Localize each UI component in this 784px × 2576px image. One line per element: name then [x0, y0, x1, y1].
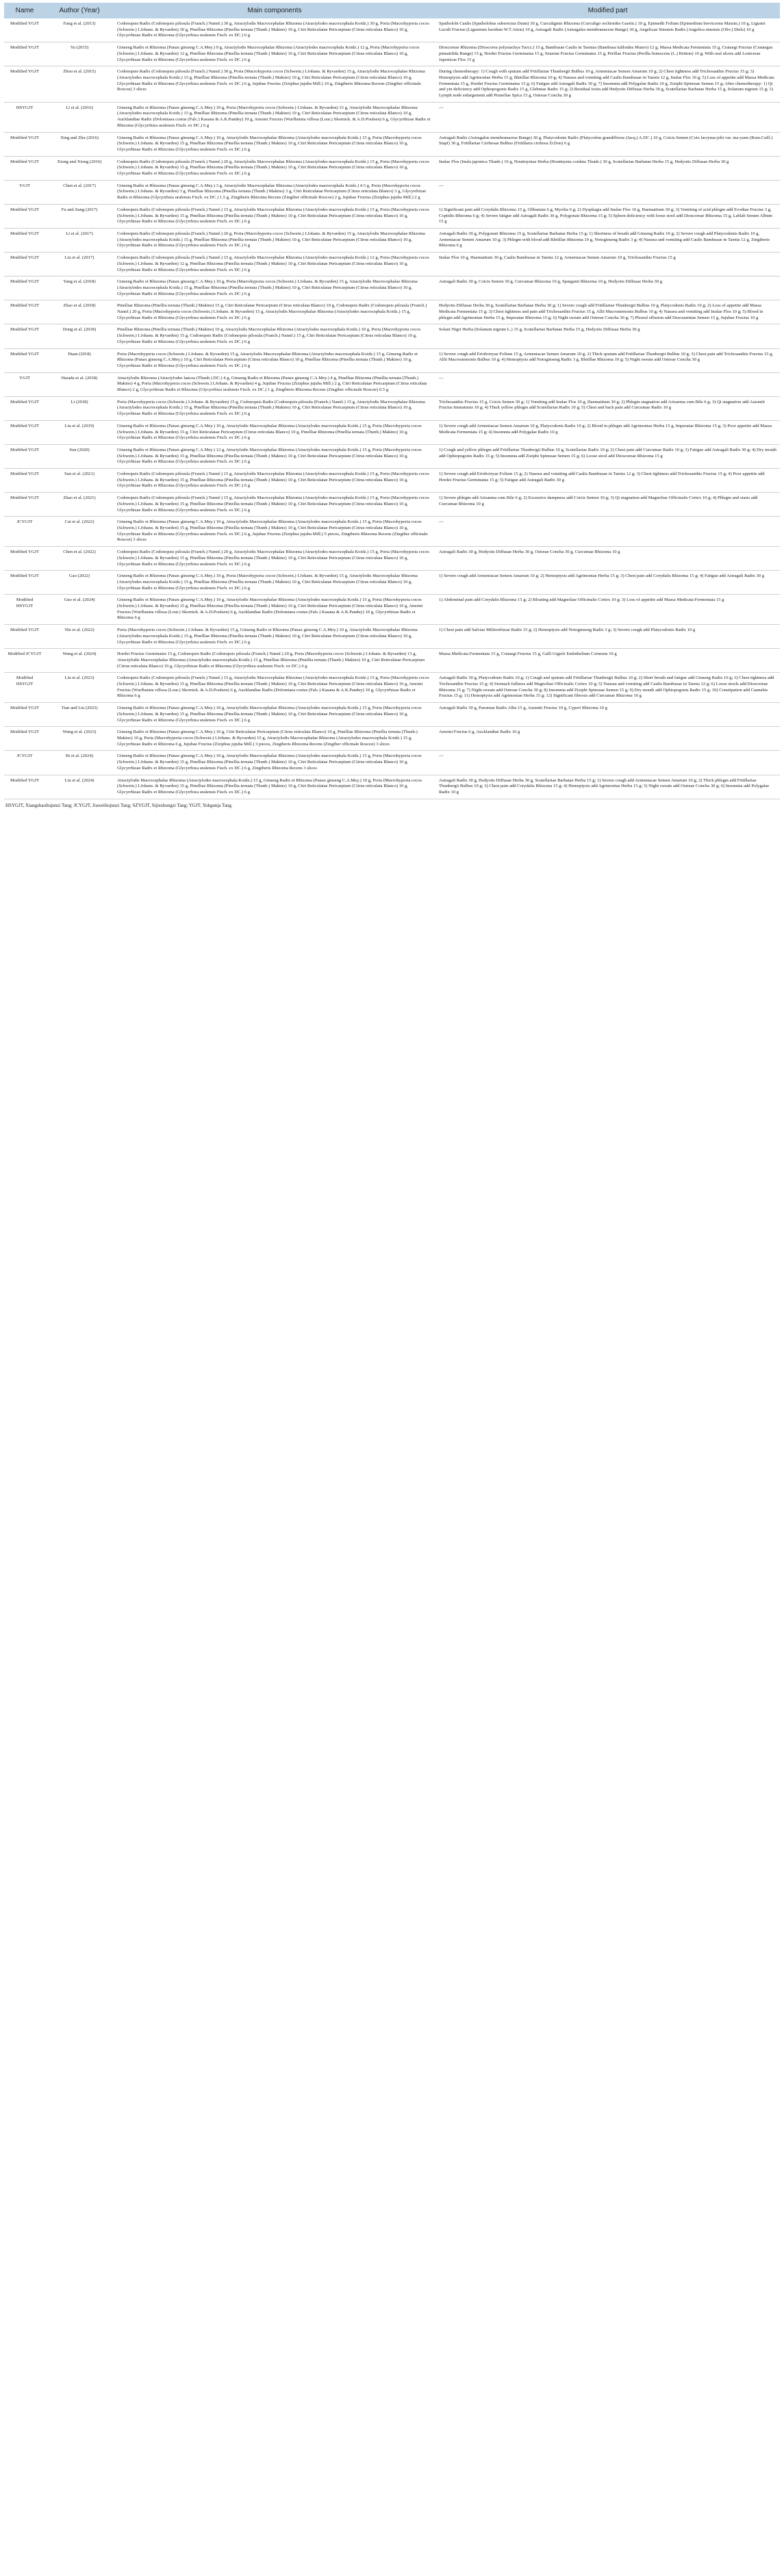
table-row — [4, 18, 780, 42]
cell-main-components: Codonopsis Radix (Codonopsis pilosula (Franch.) Nannf.) 20 g, Poria (Macrohyporia cocos (Schwein.) I.Johans. & Ryvarden) 15 g, Atractylodis Macrocephalae Rhizoma (Atractylodes macrocephala Koidz.) 15 g, Pinelliae Rhizoma (Pinellia ternata (Thunb.) Makino) 10 g, Citri Reticulatae Pericarpium (Citrus reticulata Blanco) 10 g, Glycyrrhizae Radix et Rhizoma (Glycyrrhiza uralensis Fisch. ex DC.) 6 g — [114, 228, 435, 252]
cell-name: Modified YGJT — [4, 66, 45, 103]
cell-author-year: Tian and Liu (2023) — [45, 703, 114, 727]
cell-author-year: Yang et al. (2018) — [45, 276, 114, 300]
table-row — [4, 571, 780, 595]
cell-name: Modified YGJT — [4, 493, 45, 517]
cell-author-year: Li et al. (2017) — [45, 228, 114, 252]
cell-author-year: Xing and Zhu (2016) — [45, 132, 114, 156]
cell-main-components: Codonopsis Radix (Codonopsis pilosula (Franch.) Nannf.) 15 g, Atractylodis Macrocephalae Rhizoma (Atractylodes macrocephala Koidz.) 15 g, Poria (Macrohyporia cocos (Schwein.) I.Johans. & Ryvarden) 15 g, Pinelliae Rhizoma (Pinellia ternata (Thunb.) Makino) 10 g, Citri Reticulatae Pericarpium (Citrus reticulata Blanco) 10 g, Glycyrrhizae Radix et Rhizoma (Glycyrrhiza uralensis Fisch. ex DC.) 6 g — [114, 469, 435, 493]
cell-name: Modified YGJT — [4, 204, 45, 228]
cell-modified-part: 1) Chest pain add Salviae Miltiorrhizae Radix 15 g; 2) Hemoptysis add Notoginseng Radix 3 g; 3) Severe cough add Platycodonis Radix 10 g — [435, 625, 780, 649]
cell-name: Modified YGJT — [4, 571, 45, 595]
cell-author-year: Li et al. (2016) — [45, 102, 114, 132]
cell-name: JCYGJT — [4, 751, 45, 775]
cell-name: Modified YGJT — [4, 300, 45, 324]
cell-main-components: Poria (Macrohyporia cocos (Schwein.) I.Johans. & Ryvarden) 15 g, Codonopsis Radix (Codonopsis pilosula (Franch.) Nannf.) 15 g, Atractylodis Macrocephalae Rhizoma (Atractylodes macrocephala Koidz.) 15 g, Pinelliae Rhizoma (Pinellia ternata (Thunb.) Makino) 10 g, Citri Reticulatae Pericarpium (Citrus reticulata Blanco) 10 g, Glycyrrhizae Radix et Rhizoma (Glycyrrhiza uralensis Fisch. ex DC.) 6 g — [114, 396, 435, 420]
cell-name: Modified YGJT — [4, 156, 45, 180]
cell-name: Modified YGJT — [4, 420, 45, 444]
cell-main-components: Ginseng Radix et Rhizoma (Panax ginseng C.A.Mey.) 3 g, Atractylodis Macrocephalae Rhizoma (Atractylodes macrocephala Koidz.) 4.5 g, Poria (Macrohyporia cocos (Schwein.) I.Johans. & Ryvarden) 3 g, Pinelliae Rhizoma (Pinellia ternata (Thunb.) Makino) 3 g, Citri Reticulatae Pericarpium (Citrus reticulata Blanco) 3 g, Glycyrrhizae Radix et Rhizoma (Glycyrrhiza uralensis Fisch. ex DC.) 1.5 g, Zingiberis Rhizoma Recens (Zingiber officinale Roscoe) 2 g, Jujubae Fructus (Ziziphus jujuba Mill.) 2 g — [114, 180, 435, 204]
cell-modified-part: 1) Cough and yellow phlegm add Fritillariae Thunbergii Bulbus 10 g, Scutellariae Radix 10 g; 2) Chest pain add Curcumae Radix 10 g; 3) Fatigue add Astragali Radix 30 g; 4) Dry mouth add Ophiopogonis Radix 15 g; 5) Insomnia add Ziziphi Spinosae Semen 15 g; 6) Loose stool add Dioscoreae Rhizoma 15 g — [435, 444, 780, 468]
cell-modified-part: Astragali Radix 30 g, Polygonati Rhizoma 15 g, Scutellariae Barbatae Herba 15 g; 1) Shortness of breath add Ginseng Radix 10 g; 2) Severe cough add Platycodonis Radix 10 g, Armeniacae Semen Amarum 10 g; 3) Phlegm with blood add Bletillae Rhizoma 10 g, Notoginseng Radix 3 g; 4) Nausea and vomiting add Caulis Bambusae in Taenia 12 g, Zingiberis Rhizoma 6 g — [435, 228, 780, 252]
cell-main-components: Codonopsis Radix (Codonopsis pilosula (Franch.) Nannf.) 20 g, Atractylodis Macrocephalae Rhizoma (Atractylodes macrocephala Koidz.) 15 g, Poria (Macrohyporia cocos (Schwein.) I.Johans. & Ryvarden) 15 g, Pinelliae Rhizoma (Pinellia ternata (Thunb.) Makino) 10 g, Citri Reticulatae Pericarpium (Citrus reticulata Blanco) 10 g, Glycyrrhizae Radix et Rhizoma (Glycyrrhiza uralensis Fisch. ex DC.) 6 g — [114, 156, 435, 180]
cell-author-year: Fu and Jiang (2017) — [45, 204, 114, 228]
cell-modified-part: Dioscoreae Rhizoma (Dioscorea polystachya Turcz.) 15 g, Bambusae Caulis in Taenias (Bambusa tuldoides Munro) 12 g, Massa Medicata Fermentata 15 g, Crataegi Fructus (Crataegus pinnatifida Bunge) 15 g, Hordei Fructus Germinatus 15 g, Setariae Fructus Germinatus 15 g, Perillae Fructus (Perilla frutescens (L.) Britton) 10 g; With oral ulcers add Lonicerae Japonicae Flos 15 g — [435, 42, 780, 66]
cell-name: Modified HSYGJT — [4, 673, 45, 703]
cell-name: JCYGJT — [4, 517, 45, 547]
cell-main-components: Ginseng Radix et Rhizoma (Panax ginseng C.A.Mey.) 10 g, Poria (Macrohyporia cocos (Schwein.) I.Johans. & Ryvarden) 15 g, Atractylodis Macrocephalae Rhizoma (Atractylodes macrocephala Koidz.) 15 g, Pinelliae Rhizoma (Pinellia ternata (Thunb.) Makino) 10 g, Citri Reticulatae Pericarpium (Citrus reticulata Blanco) 10 g, Glycyrrhizae Radix et Rhizoma (Glycyrrhiza uralensis Fisch. ex DC.) 6 g — [114, 276, 435, 300]
cell-modified-part: 1) Severe phlegm add Arisaema cum Bile 6 g; 2) Excessive dampness add Coicis Semen 30 g; 3) Qi stagnation add Magnoliae Officinalis Cortex 10 g; 4) Phlegm and stasis add Curcumae Rhizoma 10 g — [435, 493, 780, 517]
cell-main-components: Ginseng Radix et Rhizoma (Panax ginseng C.A.Mey.) 10 g, Atractylodis Macrocephalae Rhizoma (Atractylodes macrocephala Koidz.) 15 g, Poria (Macrohyporia cocos (Schwein.) I.Johans. & Ryvarden) 15 g, Pinelliae Rhizoma (Pinellia ternata (Thunb.) Makino) 10 g, Citri Reticulatae Pericarpium (Citrus reticulata Blanco) 10 g, Glycyrrhizae Radix et Rhizoma (Glycyrrhiza uralensis Fisch. ex DC.) 6 g, Jujubae Fructus (Ziziphus jujuba Mill.) 5 pieces, Zingiberis Rhizoma Recens (Zingiber officinale Roscoe) 3 slices — [114, 517, 435, 547]
cell-author-year: Dong et al. (2018) — [45, 324, 114, 348]
cell-author-year: Zhao et al. (2021) — [45, 493, 114, 517]
cell-modified-part: — — [435, 180, 780, 204]
table-row — [4, 649, 780, 673]
cell-main-components: Pinelliae Rhizoma (Pinellia ternata (Thunb.) Makino) 10 g, Atractylodis Macrocephalae Rhizoma (Atractylodes macrocephala Koidz.) 10 g, Poria (Macrohyporia cocos (Schwein.) I.Johans. & Ryvarden) 15 g, Codonopsis Radix (Codonopsis pilosula (Franch.) Nannf.) 15 g, Citri Reticulatae Pericarpium (Citrus reticulata Blanco) 10 g, Glycyrrhizae Radix et Rhizoma (Glycyrrhiza uralensis Fisch. ex DC.) 6 g — [114, 324, 435, 348]
cell-modified-part: 1) Severe cough add Armeniacae Semen Amarum 10 g; 2) Hemoptysis add Agrimoniae Herba 15 g; 3) Chest pain add Corydalis Rhizoma 15 g; 4) Fatigue add Astragali Radix 30 g — [435, 571, 780, 595]
table-row — [4, 348, 780, 372]
cell-modified-part: Astragali Radix 30 g, Hedyotis Diffusae Herba 30 g, Scutellariae Barbatae Herba 15 g; 1) Severe cough add Armeniacae Semen Amarum 10 g; 2) Thick phlegm add Fritillariae Thunbergii Bulbus 10 g; 3) Chest pain add Corydalis Rhizoma 15 g; 4) Hemoptysis add Agrimoniae Herba 15 g; 5) Night sweats add Ostreae Concha 30 g; 6) Insomnia add Polygalae Radix 10 g — [435, 775, 780, 799]
cell-main-components: Hordei Fructus Germinatus 15 g, Codonopsis Radix (Codonopsis pilosula (Franch.) Nannf.) 20 g, Poria (Macrohyporia cocos (Schwein.) I.Johans. & Ryvarden) 15 g, Atractylodis Macrocephalae Rhizoma (Atractylodes macrocephala Koidz.) 15 g, Pinelliae Rhizoma (Pinellia ternata (Thunb.) Makino) 10 g, Citri Reticulatae Pericarpium (Citrus reticulata Blanco) 10 g, Glycyrrhizae Radix et Rhizoma (Glycyrrhiza uralensis Fisch. ex DC.) 6 g — [114, 649, 435, 673]
cell-author-year: Harada et al. (2018) — [45, 372, 114, 396]
cell-modified-part: — — [435, 372, 780, 396]
cell-author-year: Zhou et al. (2015) — [45, 66, 114, 103]
cell-name: HSYGJT — [4, 102, 45, 132]
cell-modified-part: Hedyotis Diffusae Herba 30 g, Scutellariae Barbatae Herba 30 g; 1) Severe cough add Fritillariae Thunbergii Bulbus 10 g, Platycodonis Radix 10 g; 2) Loss of appetite add Massa Medicata Fermentata 15 g; 3) Chest tightness and pain add Trichosanthis Fructus 15 g, Allii Macrostemonis Bulbus 10 g; 4) Nausea and vomiting add Inulae Flos 10 g; 5) Blood in phlegm add Agrimoniae Herba 15 g, Imperatae Rhizoma 15 g; 6) Night sweats add Ostreae Concha 30 g; 7) Pleural effusion add Descurainiae Semen 15 g, Jujubae Fructus 10 g — [435, 300, 780, 324]
cell-name: YGJT — [4, 180, 45, 204]
table-row — [4, 673, 780, 703]
table-row — [4, 727, 780, 751]
cell-modified-part: Astragali Radix 30 g, Paeoniae Radix Alba 15 g, Aurantii Fructus 10 g, Cyperi Rhizoma 10 g — [435, 703, 780, 727]
cell-author-year: Zhao et al. (2018) — [45, 300, 114, 324]
table-row — [4, 444, 780, 468]
cell-author-year: Wang et al. (2023) — [45, 727, 114, 751]
cell-author-year: Liu et al. (2017) — [45, 253, 114, 276]
cell-main-components: Ginseng Radix et Rhizoma (Panax ginseng C.A.Mey.) 10 g, Atractylodis Macrocephalae Rhizoma (Atractylodes macrocephala Koidz.) 15 g, Poria (Macrohyporia cocos (Schwein.) I.Johans. & Ryvarden) 15 g, Pinelliae Rhizoma (Pinellia ternata (Thunb.) Makino) 10 g, Citri Reticulatae Pericarpium (Citrus reticulata Blanco) 10 g, Amomi Fructus (Wurfbainia villosa (Lour.) Skornick. & A.D.Poulsen) 6 g, Aucklandiae Radix (Dolomiaea costus (Falc.) Kasana & A.K.Pandey) 10 g, Glycyrrhizae Radix et Rhizoma 6 g — [114, 595, 435, 625]
cell-modified-part: Amomi Fructus 6 g, Aucklandiae Radix 10 g — [435, 727, 780, 751]
cell-author-year: Sun (2020) — [45, 444, 114, 468]
cell-main-components: Poria (Macrohyporia cocos (Schwein.) I.Johans. & Ryvarden) 15 g, Atractylodis Macrocephalae Rhizoma (Atractylodes macrocephala Koidz.) 15 g, Ginseng Radix et Rhizoma (Panax ginseng C.A.Mey.) 10 g, Citri Reticulatae Pericarpium (Citrus reticulata Blanco) 10 g, Pinelliae Rhizoma (Pinellia ternata (Thunb.) Makino) 10 g, Glycyrrhizae Radix et Rhizoma (Glycyrrhiza uralensis Fisch. ex DC.) 6 g — [114, 348, 435, 372]
table-header — [4, 3, 780, 18]
header-name: Name — [4, 3, 45, 18]
header-author-year: Author (Year) — [45, 3, 114, 18]
cell-main-components: Ginseng Radix et Rhizoma (Panax ginseng C.A.Mey.) 10 g, Atractylodis Macrocephalae Rhizoma (Atractylodes macrocephala Koidz.) 15 g, Poria (Macrohyporia cocos (Schwein.) I.Johans. & Ryvarden) 15 g, Pinelliae Rhizoma (Pinellia ternata (Thunb.) Makino) 10 g, Citri Reticulatae Pericarpium (Citrus reticulata Blanco) 10 g, Glycyrrhizae Radix et Rhizoma (Glycyrrhiza uralensis Fisch. ex DC.) 6 g — [114, 132, 435, 156]
herbal-formula-table — [4, 3, 780, 799]
table-row — [4, 372, 780, 396]
cell-author-year: Wang et al. (2024) — [45, 649, 114, 673]
cell-main-components: Codonopsis Radix (Codonopsis pilosula (Franch.) Nannf.) 15 g, Atractylodis Macrocephalae Rhizoma (Atractylodes macrocephala Koidz.) 15 g, Poria (Macrohyporia cocos (Schwein.) I.Johans. & Ryvarden) 15 g, Pinelliae Rhizoma (Pinellia ternata (Thunb.) Makino) 10 g, Citri Reticulatae Pericarpium (Citrus reticulata Blanco) 10 g, Amomi Fructus (Wurfbainia villosa (Lour.) Skornick. & A.D.Poulsen) 6 g, Aucklandiae Radix (Dolomiaea costus (Falc.) Kasana & A.K.Pandey) 10 g, Glycyrrhizae Radix et Rhizoma 6 g — [114, 673, 435, 703]
cell-name: Modified HSYGJT — [4, 595, 45, 625]
cell-modified-part: Trichosanthis Fructus 15 g, Coicis Semen 30 g; 1) Vomiting add Inulae Flos 10 g, Haematitum 30 g; 2) Phlegm stagnation add Arisaema cum Bile 6 g; 3) Qi stagnation add Aurantii Fructus Immaturus 10 g; 4) Thick yellow phlegm add Scutellariae Radix 10 g; 5) Chest and back pain add Curcumae Radix 10 g — [435, 396, 780, 420]
cell-author-year: Liu et al. (2019) — [45, 420, 114, 444]
table-row — [4, 324, 780, 348]
cell-modified-part: 1) Abdominal pain add Corydalis Rhizoma 15 g; 2) Bloating add Magnoliae Officinalis Cortex 10 g; 3) Loss of appetite add Massa Medicata Fermentata 15 g — [435, 595, 780, 625]
table-row — [4, 66, 780, 103]
cell-author-year: Chen et al. (2017) — [45, 180, 114, 204]
cell-main-components: Ginseng Radix et Rhizoma (Panax ginseng C.A.Mey.) 10 g, Atractylodis Macrocephalae Rhizoma (Atractylodes macrocephala Koidz.) 15 g, Poria (Macrohyporia cocos (Schwein.) I.Johans. & Ryvarden) 15 g, Pinelliae Rhizoma (Pinellia ternata (Thunb.) Makino) 10 g, Citri Reticulatae Pericarpium (Citrus reticulata Blanco) 10 g, Glycyrrhizae Radix et Rhizoma (Glycyrrhiza uralensis Fisch. ex DC.) 6 g — [114, 703, 435, 727]
cell-name: Modified YGJT — [4, 469, 45, 493]
cell-main-components: Ginseng Radix et Rhizoma (Panax ginseng C.A.Mey.) 10 g, Citri Reticulatae Pericarpium (Citrus reticulata Blanco) 10 g, Pinelliae Rhizoma (Pinellia ternata (Thunb.) Makino) 10 g, Poria (Macrohyporia cocos (Schwein.) I.Johans. & Ryvarden) 15 g, Atractylodis Macrocephalae Rhizoma (Atractylodes macrocephala Koidz.) 15 g, Glycyrrhizae Radix et Rhizoma 6 g, Jujubae Fructus (Ziziphus jujuba Mill.) 3 pieces, Zingiberis Rhizoma Recens (Zingiber officinale Roscoe) 3 slices — [114, 727, 435, 751]
cell-author-year: Sun et al. (2021) — [45, 469, 114, 493]
cell-main-components: Atractylodis Macrocephalae Rhizoma (Atractylodes macrocephala Koidz.) 15 g, Ginseng Radix et Rhizoma (Panax ginseng C.A.Mey.) 10 g, Poria (Macrohyporia cocos (Schwein.) I.Johans. & Ryvarden) 15 g, Pinelliae Rhizoma (Pinellia ternata (Thunb.) Makino) 10 g, Citri Reticulatae Pericarpium (Citrus reticulata Blanco) 10 g, Glycyrrhizae Radix et Rhizoma (Glycyrrhiza uralensis Fisch. ex DC.) 6 g — [114, 775, 435, 799]
header-modified-part: Modified part — [435, 3, 780, 18]
cell-author-year: Xiong and Xiong (2016) — [45, 156, 114, 180]
cell-modified-part: During chemotherapy: 1) Cough with sputum add Fritillariae Thunbergii Bulbus 10 g, Armeniacae Semen Amarum 10 g; 2) Chest tightness add Trichosanthis Fructus 15 g; 3) Hemoptysis add Agrimoniae Herba 15 g, Bletillae Rhizoma 10 g; 4) Nausea and vomiting add Caulis Bambusae in Taenia 12 g, Inulae Flos 10 g; 5) Loss of appetite add Massa Medicata Fermentata 15 g, Hordei Fructus Germinatus 15 g; 6) Fatigue add Astragali Radix 30 g; 7) Insomnia add Polygalae Radix 10 g, Ziziphi Spinosae Semen 15 g; After chemotherapy: 1) Qi and yin deficiency add Ophiopogonis Radix 15 g, Glehniae Radix 15 g; 2) Residual toxin add Hedyotis Diffusae Herba 30 g, Scutellariae Barbatae Herba 15 g, Solanum nigrum 15 g; 3) Lymph node enlargement add Prunellae Spica 15 g, Ostreae Concha 30 g — [435, 66, 780, 103]
cell-main-components: Ginseng Radix et Rhizoma (Panax ginseng C.A.Mey.) 10 g, Atractylodis Macrocephalae Rhizoma (Atractylodes macrocephala Koidz.) 15 g, Poria (Macrohyporia cocos (Schwein.) I.Johans. & Ryvarden) 15 g, Citri Reticulatae Pericarpium (Citrus reticulata Blanco) 10 g, Pinelliae Rhizoma (Pinellia ternata (Thunb.) Makino) 10 g, Glycyrrhizae Radix et Rhizoma (Glycyrrhiza uralensis Fisch. ex DC.) 6 g — [114, 420, 435, 444]
cell-main-components: Codonopsis Radix (Codonopsis pilosula (Franch.) Nannf.) 15 g, Atractylodis Macrocephalae Rhizoma (Atractylodes macrocephala Koidz.) 15 g, Poria (Macrohyporia cocos (Schwein.) I.Johans. & Ryvarden) 15 g, Pinelliae Rhizoma (Pinellia ternata (Thunb.) Makino) 10 g, Citri Reticulatae Pericarpium (Citrus reticulata Blanco) 10 g, Glycyrrhizae Radix et Rhizoma (Glycyrrhiza uralensis Fisch. ex DC.) 6 g — [114, 204, 435, 228]
cell-name: Modified JCYGJT — [4, 649, 45, 673]
cell-modified-part: Inulae Flos 10 g, Haematitum 30 g, Caulis Bambusae in Taenia 12 g, Armeniacae Semen Amarum 10 g, Trichosanthis Fructus 15 g — [435, 253, 780, 276]
cell-name: Modified YGJT — [4, 444, 45, 468]
table-row — [4, 396, 780, 420]
cell-name: Modified YGJT — [4, 228, 45, 252]
cell-main-components: Codonopsis Radix (Codonopsis pilosula (Franch.) Nannf.) 15 g, Atractylodis Macrocephalae Rhizoma (Atractylodes macrocephala Koidz.) 15 g, Poria (Macrohyporia cocos (Schwein.) I.Johans. & Ryvarden) 15 g, Pinelliae Rhizoma (Pinellia ternata (Thunb.) Makino) 10 g, Citri Reticulatae Pericarpium (Citrus reticulata Blanco) 10 g, Glycyrrhizae Radix et Rhizoma (Glycyrrhiza uralensis Fisch. ex DC.) 6 g — [114, 493, 435, 517]
table-row — [4, 132, 780, 156]
cell-modified-part: Spatholobi Caulis (Spatholobus suberectus Dunn) 30 g, Curculiginis Rhizoma (Curculigo orchioides Gaertn.) 10 g, Epimedii Folium (Epimedium brevicornu Maxim.) 10 g, Ligustri Lucidi Fructus (Ligustrum lucidum W.T.Aiton) 10 g, Astragali Radix (Astragalus membranaceus Bunge) 30 g, Angelicae Sinensis Radix (Angelica sinensis (Oliv.) Diels) 10 g — [435, 18, 780, 42]
document — [0, 0, 784, 808]
cell-name: Modified YGJT — [4, 625, 45, 649]
cell-author-year: Bi et al. (2024) — [45, 751, 114, 775]
table-row — [4, 703, 780, 727]
cell-modified-part: 1) Severe cough add Armeniacae Semen Amarum 10 g, Platycodonis Radix 10 g; 2) Blood in phlegm add Agrimoniae Herba 15 g, Imperatae Rhizoma 15 g; 3) Poor appetite add Massa Medicata Fermentata 15 g; 4) Insomnia add Polygalae Radix 10 g — [435, 420, 780, 444]
cell-modified-part: 1) Severe cough add Eriobotryae Folium 15 g, Armeniacae Semen Amarum 10 g; 2) Thick sputum add Fritillariae Thunbergii Bulbus 10 g; 3) Chest pain add Trichosanthis Fructus 15 g, Allii Macrostemonis Bulbus 10 g; 4) Hemoptysis add Notoginseng Radix 3 g, Bletillae Rhizoma 10 g; 5) Night sweats add Ostreae Concha 30 g — [435, 348, 780, 372]
table-row — [4, 751, 780, 775]
cell-name: Modified YGJT — [4, 324, 45, 348]
cell-main-components: Codonopsis Radix (Codonopsis pilosula (Franch.) Nannf.) 30 g, Atractylodis Macrocephalae Rhizoma (Atractylodes macrocephala Koidz.) 30 g, Poria (Macrohyporia cocos (Schwein.) I.Johans. & Ryvarden) 30 g, Pinelliae Rhizoma (Pinellia ternata (Thunb.) Makino) 10 g, Citri Reticulatae Pericarpium (Citrus reticulata Blanco) 10 g, Glycyrrhizae Radix et Rhizoma (Glycyrrhiza uralensis Fisch. ex DC.) 6 g — [114, 18, 435, 42]
cell-name: Modified YGJT — [4, 727, 45, 751]
cell-modified-part: — — [435, 751, 780, 775]
cell-main-components: Ginseng Radix et Rhizoma (Panax ginseng C.A.Mey.) 10 g, Atractylodis Macrocephalae Rhizoma (Atractylodes macrocephala Koidz.) 15 g, Poria (Macrohyporia cocos (Schwein.) I.Johans. & Ryvarden) 15 g, Pinelliae Rhizoma (Pinellia ternata (Thunb.) Makino) 10 g, Citri Reticulatae Pericarpium (Citrus reticulata Blanco) 10 g, Glycyrrhizae Radix et Rhizoma (Glycyrrhiza uralensis Fisch. ex DC.) 6 g, Zingiberis Rhizoma Recens 3 slices — [114, 751, 435, 775]
cell-modified-part: 1) Significant pain add Corydalis Rhizoma 15 g, Olibanum 6 g, Myrrha 6 g; 2) Dysphagia add Inulae Flos 10 g, Haematitum 30 g; 3) Vomiting of acid phlegm add Evodiae Fructus 3 g, Coptidis Rhizoma 6 g; 4) Severe fatigue add Astragali Radix 30 g, Polygonati Rhizoma 15 g; 5) Spleen deficiency with loose stool add Dioscoreae Rhizoma 15 g, Lablab Semen Album 15 g — [435, 204, 780, 228]
table-row — [4, 228, 780, 252]
cell-main-components: Poria (Macrohyporia cocos (Schwein.) I.Johans. & Ryvarden) 15 g, Ginseng Radix et Rhizoma (Panax ginseng C.A.Mey.) 10 g, Atractylodis Macrocephalae Rhizoma (Atractylodes macrocephala Koidz.) 15 g, Pinelliae Rhizoma (Pinellia ternata (Thunb.) Makino) 10 g, Citri Reticulatae Pericarpium (Citrus reticulata Blanco) 10 g, Glycyrrhizae Radix et Rhizoma (Glycyrrhiza uralensis Fisch. ex DC.) 6 g — [114, 625, 435, 649]
cell-main-components: Atractylodis Rhizoma (Atractylodes lancea (Thunb.) DC.) 4 g, Ginseng Radix et Rhizoma (Panax ginseng C.A.Mey.) 4 g, Pinelliae Rhizoma (Pinellia ternata (Thunb.) Makino) 4 g, Poria (Macrohyporia cocos (Schwein.) I.Johans. & Ryvarden) 4 g, Jujubae Fructus (Ziziphus jujuba Mill.) 2 g, Citri Reticulatae Pericarpium (Citrus reticulata Blanco) 2 g, Glycyrrhizae Radix et Rhizoma (Glycyrrhiza uralensis Fisch. ex DC.) 1 g, Zingiberis Rhizoma Recens (Zingiber officinale Roscoe) 0.5 g — [114, 372, 435, 396]
cell-main-components: Codonopsis Radix (Codonopsis pilosula (Franch.) Nannf.) 15 g, Atractylodis Macrocephalae Rhizoma (Atractylodes macrocephala Koidz.) 12 g, Poria (Macrohyporia cocos (Schwein.) I.Johans. & Ryvarden) 12 g, Pinelliae Rhizoma (Pinellia ternata (Thunb.) Makino) 10 g, Citri Reticulatae Pericarpium (Citrus reticulata Blanco) 10 g, Glycyrrhizae Radix et Rhizoma (Glycyrrhiza uralensis Fisch. ex DC.) 6 g — [114, 253, 435, 276]
cell-author-year: Liu et al. (2024) — [45, 775, 114, 799]
cell-modified-part: Solani Nigri Herba (Solanum nigrum L.) 15 g, Scutellariae Barbatae Herba 15 g, Hedyotis Diffusae Herba 30 g — [435, 324, 780, 348]
cell-name: YGJT — [4, 372, 45, 396]
table-row — [4, 42, 780, 66]
cell-main-components: Ginseng Radix et Rhizoma (Panax ginseng C.A.Mey.) 10 g, Poria (Macrohyporia cocos (Schwein.) I.Johans. & Ryvarden) 15 g, Atractylodis Macrocephalae Rhizoma (Atractylodes macrocephala Koidz.) 15 g, Pinelliae Rhizoma (Pinellia ternata (Thunb.) Makino) 10 g, Citri Reticulatae Pericarpium (Citrus reticulata Blanco) 10 g, Glycyrrhizae Radix et Rhizoma (Glycyrrhiza uralensis Fisch. ex DC.) 6 g — [114, 571, 435, 595]
cell-author-year: Gao (2022) — [45, 571, 114, 595]
table-row — [4, 775, 780, 799]
cell-main-components: Ginseng Radix et Rhizoma (Panax ginseng C.A.Mey.) 12 g, Atractylodis Macrocephalae Rhizoma (Atractylodes macrocephala Koidz.) 15 g, Poria (Macrohyporia cocos (Schwein.) I.Johans. & Ryvarden) 15 g, Pinelliae Rhizoma (Pinellia ternata (Thunb.) Makino) 10 g, Citri Reticulatae Pericarpium (Citrus reticulata Blanco) 10 g, Glycyrrhizae Radix et Rhizoma (Glycyrrhiza uralensis Fisch. ex DC.) 6 g — [114, 444, 435, 468]
cell-author-year: Nie et al. (2022) — [45, 625, 114, 649]
cell-modified-part: Inulae Flos (Inula japonica Thunb.) 10 g, Houttuyniae Herba (Houttuynia cordata Thunb.) 30 g, Scutellariae Barbatae Herba 15 g, Hedyotis Diffusae Herba 30 g — [435, 156, 780, 180]
cell-main-components: Ginseng Radix et Rhizoma (Panax ginseng C.A.Mey.) 9 g, Atractylodis Macrocephalae Rhizoma (Atractylodes macrocephala Koidz.) 12 g, Poria (Macrohyporia cocos (Schwein.) I.Johans. & Ryvarden) 12 g, Pinelliae Rhizoma (Pinellia ternata (Thunb.) Makino) 10 g, Citri Reticulatae Pericarpium (Citrus reticulata Blanco) 10 g, Glycyrrhizae Radix et Rhizoma (Glycyrrhiza uralensis Fisch. ex DC.) 6 g — [114, 42, 435, 66]
table-row — [4, 300, 780, 324]
cell-author-year: Guo et al. (2024) — [45, 595, 114, 625]
table-body — [4, 18, 780, 799]
cell-name: Modified YGJT — [4, 42, 45, 66]
table-row — [4, 180, 780, 204]
cell-modified-part: Astragali Radix 30 g, Hedyotis Diffusae Herba 30 g, Ostreae Concha 30 g, Curcumae Rhizoma 10 g — [435, 547, 780, 571]
header-main-components: Main components — [114, 3, 435, 18]
table-row — [4, 420, 780, 444]
cell-main-components: Ginseng Radix et Rhizoma (Panax ginseng C.A.Mey.) 10 g, Poria (Macrohyporia cocos (Schwein.) I.Johans. & Ryvarden) 15 g, Atractylodis Macrocephalae Rhizoma (Atractylodes macrocephala Koidz.) 15 g, Pinelliae Rhizoma (Pinellia ternata (Thunb.) Makino) 10 g, Citri Reticulatae Pericarpium (Citrus reticulata Blanco) 10 g, Aucklandiae Radix (Dolomiaea costus (Falc.) Kasana & A.K.Pandey) 10 g, Amomi Fructus (Wurfbainia villosa (Lour.) Skornick. & A.D.Poulsen) 6 g, Glycyrrhizae Radix et Rhizoma (Glycyrrhiza uralensis Fisch. ex DC.) 6 g — [114, 102, 435, 132]
cell-main-components: Codonopsis Radix (Codonopsis pilosula (Franch.) Nannf.) 30 g, Poria (Macrohyporia cocos (Schwein.) I.Johans. & Ryvarden) 15 g, Atractylodis Macrocephalae Rhizoma (Atractylodes macrocephala Koidz.) 15 g, Pinelliae Rhizoma (Pinellia ternata (Thunb.) Makino) 10 g, Citri Reticulatae Pericarpium (Citrus reticulata Blanco) 10 g, Glycyrrhizae Radix et Rhizoma (Glycyrrhiza uralensis Fisch. ex DC.) 6 g, Jujubae Fructus (Ziziphus jujuba Mill.) 10 g, Zingiberis Rhizoma Recens (Zingiber officinale Roscoe) 3 slices — [114, 66, 435, 103]
cell-name: Modified YGJT — [4, 396, 45, 420]
cell-modified-part: Astragali Radix (Astragalus membranaceus Bunge) 30 g, Platycodonis Radix (Platycodon grandiflorus (Jacq.) A.DC.) 10 g, Coicis Semen (Coix lacryma-jobi var. ma-yuen (Rom.Caill.) Stapf) 30 g, Fritillariae Cirrhosae Bulbus (Fritillaria cirrhosa D.Don) 6 g — [435, 132, 780, 156]
table-footnote: HSYGJT, Xiangshaoliujunzi Tang; JCYGJT, Jiaweiliujunzi Tang; SZYGJT, Sijiezhongzi Tang; YGJT, Yukgunja Tang. — [5, 802, 233, 808]
cell-name: Modified YGJT — [4, 276, 45, 300]
cell-author-year: Liu et al. (2023) — [45, 673, 114, 703]
table-row — [4, 493, 780, 517]
table-row — [4, 276, 780, 300]
table-row — [4, 547, 780, 571]
cell-modified-part: Astragali Radix 30 g, Platycodonis Radix 10 g; 1) Cough and sputum add Fritillariae Thunbergii Bulbus 10 g; 2) Short breath and fatigue add Ginseng Radix 10 g; 3) Chest tightness add Trichosanthis Fructus 15 g; 4) Stomach fullness add Magnoliae Officinalis Cortex 10 g; 5) Nausea and vomiting add Caulis Bambusae in Taenia 12 g; 6) Loose stools add Dioscoreae Rhizoma 15 g; 7) Night sweats add Ostreae Concha 30 g; 8) Insomnia add Ziziphi Spinosae Semen 15 g; 9) Dry mouth add Ophiopogonis Radix 15 g; 10) Constipation add Cannabis Fructus 15 g; 11) Hemoptysis add Agrimoniae Herba 15 g; 12) Significant fibrosis add Curcumae Rhizoma 10 g — [435, 673, 780, 703]
table-row — [4, 102, 780, 132]
table-row — [4, 625, 780, 649]
cell-name: Modified YGJT — [4, 703, 45, 727]
cell-author-year: Yu (2015) — [45, 42, 114, 66]
cell-modified-part: — — [435, 102, 780, 132]
cell-main-components: Codonopsis Radix (Codonopsis pilosula (Franch.) Nannf.) 20 g, Atractylodis Macrocephalae Rhizoma (Atractylodes macrocephala Koidz.) 15 g, Poria (Macrohyporia cocos (Schwein.) I.Johans. & Ryvarden) 15 g, Pinelliae Rhizoma (Pinellia ternata (Thunb.) Makino) 10 g, Citri Reticulatae Pericarpium (Citrus reticulata Blanco) 10 g, Glycyrrhizae Radix et Rhizoma (Glycyrrhiza uralensis Fisch. ex DC.) 6 g — [114, 547, 435, 571]
cell-name: Modified YGJT — [4, 775, 45, 799]
table-row — [4, 469, 780, 493]
cell-modified-part: 1) Severe cough add Eriobotryae Folium 15 g; 2) Nausea and vomiting add Caulis Bambusae in Taenia 12 g; 3) Chest tightness add Trichosanthis Fructus 15 g; 4) Poor appetite add Hordei Fructus Germinatus 15 g; 5) Fatigue add Astragali Radix 30 g — [435, 469, 780, 493]
cell-modified-part: Massa Medicata Fermentata 15 g, Crataegi Fructus 15 g, Galli Gigerii Endothelium Corneum 10 g — [435, 649, 780, 673]
table-row — [4, 204, 780, 228]
cell-author-year: Fang et al. (2013) — [45, 18, 114, 42]
cell-author-year: Chen et al. (2022) — [45, 547, 114, 571]
cell-name: Modified YGJT — [4, 18, 45, 42]
cell-main-components: Pinelliae Rhizoma (Pinellia ternata (Thunb.) Makino) 15 g, Citri Reticulatae Pericarpium (Citrus reticulata Blanco) 10 g, Codonopsis Radix (Codonopsis pilosula (Franch.) Nannf.) 20 g, Poria (Macrohyporia cocos (Schwein.) I.Johans. & Ryvarden) 15 g, Atractylodis Macrocephalae Rhizoma (Atractylodes macrocephala Koidz.) 15 g, Glycyrrhizae Radix et Rhizoma (Glycyrrhiza uralensis Fisch. ex DC.) 6 g — [114, 300, 435, 324]
cell-author-year: Cai et al. (2022) — [45, 517, 114, 547]
cell-modified-part: — — [435, 517, 780, 547]
table-row — [4, 253, 780, 276]
table-row — [4, 595, 780, 625]
cell-author-year: Duan (2018) — [45, 348, 114, 372]
cell-name: Modified YGJT — [4, 253, 45, 276]
cell-name: Modified YGJT — [4, 132, 45, 156]
cell-author-year: Li (2018) — [45, 396, 114, 420]
cell-modified-part: Astragali Radix 30 g, Coicis Semen 30 g, Curcumae Rhizoma 10 g, Sparganii Rhizoma 10 g, Hedyotis Diffusae Herba 30 g — [435, 276, 780, 300]
cell-name: Modified YGJT — [4, 547, 45, 571]
cell-name: Modified YGJT — [4, 348, 45, 372]
table-row — [4, 517, 780, 547]
table-row — [4, 156, 780, 180]
